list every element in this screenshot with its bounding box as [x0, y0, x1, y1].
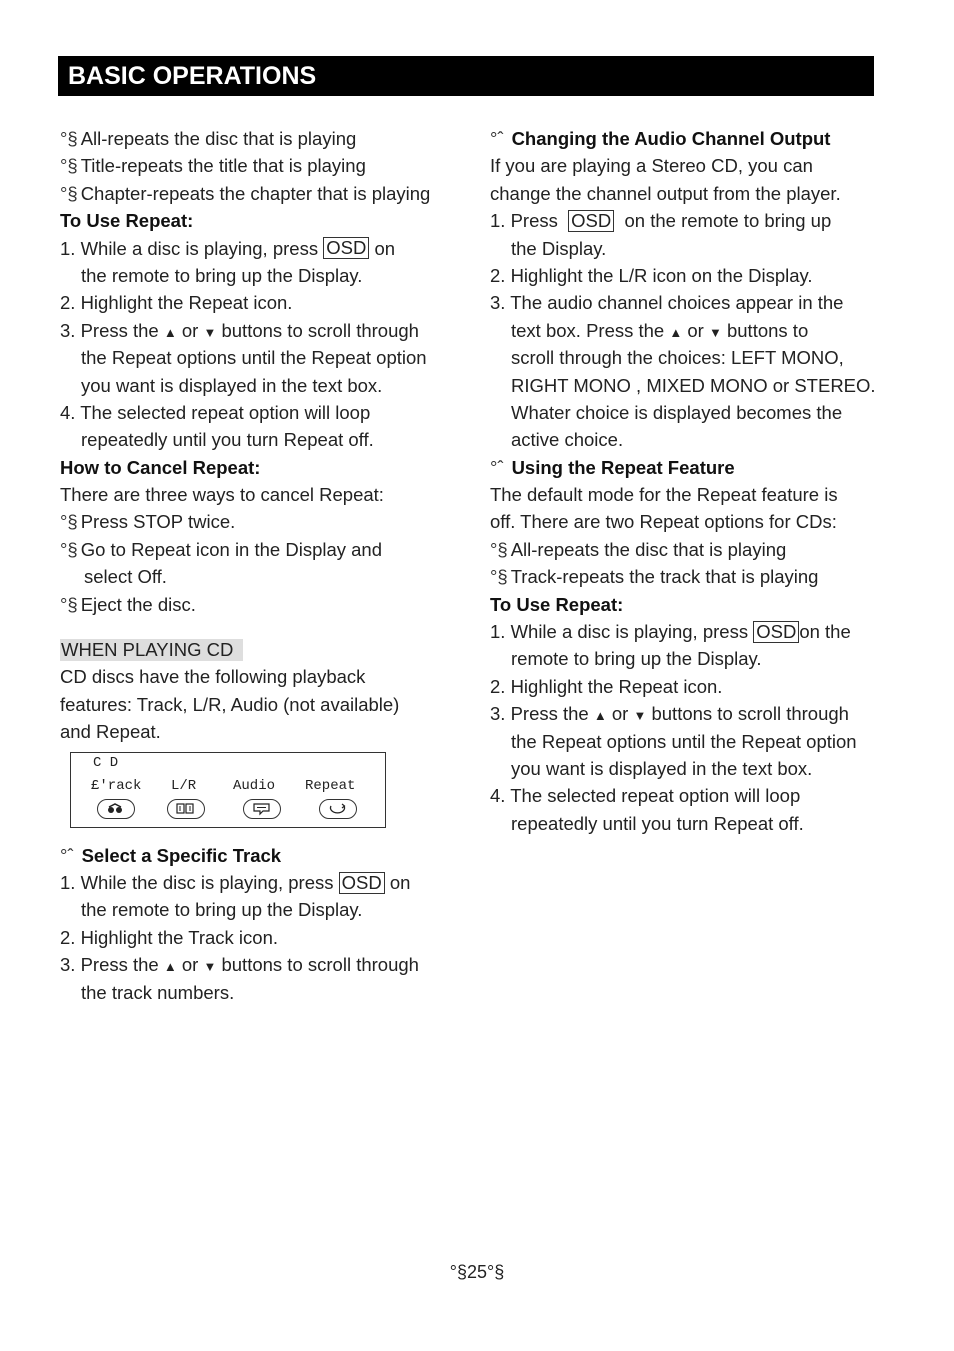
track-icon [97, 799, 135, 819]
paragraph: off. There are two Repeat options for CDs: [490, 511, 837, 533]
bullet-glyph: °ˆ [60, 844, 74, 866]
list-item: °§ Track-repeats the track that is playing [490, 566, 819, 588]
step-1-cont: remote to bring up the Display. [511, 648, 762, 670]
paragraph: If you are playing a Stereo CD, you can [490, 155, 813, 177]
osd-key-label: OSD [568, 210, 614, 232]
subheading-audio-channel: °ˆ Changing the Audio Channel Output [490, 128, 831, 149]
cd-osd-display [70, 752, 386, 828]
repeat-icon [319, 799, 357, 819]
bullet-glyph: °§ [490, 538, 508, 560]
bullet-glyph: °§ [60, 511, 78, 533]
osd-title: C D [93, 754, 119, 771]
subheading-cancel-repeat: How to Cancel Repeat: [60, 456, 261, 478]
up-arrow-icon: ▲ [593, 708, 607, 724]
step-3-cont: active choice. [511, 429, 624, 451]
list-item: °§ Go to Repeat icon in the Display and [60, 538, 383, 560]
left-column [60, 125, 460, 1006]
up-arrow-icon: ▲ [163, 324, 177, 340]
osd-label-repeat: Repeat [305, 777, 356, 794]
step-1-cont: the remote to bring up the Display. [81, 264, 363, 286]
paragraph: CD discs have the following playback [60, 666, 366, 688]
step-1: 1. While a disc is playing, press OSD on [60, 237, 396, 259]
bullet-glyph: °§ [60, 128, 78, 149]
bullet-glyph: °ˆ [490, 128, 504, 149]
step-3-cont: scroll through the choices: LEFT MONO, [511, 347, 844, 369]
down-arrow-icon: ▼ [708, 324, 722, 340]
step-3: 3. Press the ▲ or ▼ buttons to scroll through [60, 319, 419, 341]
step-3-cont: you want is displayed in the text box. [81, 374, 383, 396]
step-2: 2. Highlight the Repeat icon. [60, 292, 293, 314]
bullet-glyph: °§ [60, 155, 78, 177]
page-number: °§25°§ [449, 1262, 505, 1282]
list-item: °§ Press STOP twice. [60, 511, 236, 533]
step-1-cont: the remote to bring up the Display. [81, 899, 363, 921]
step-3: 3. The audio channel choices appear in the [490, 292, 844, 314]
step-2: 2. Highlight the L/R icon on the Display. [490, 264, 813, 286]
up-arrow-icon: ▲ [669, 324, 683, 340]
list-item: °§ Chapter-repeats the chapter that is playing [60, 182, 431, 204]
step-3-cont: RIGHT MONO , MIXED MONO or STEREO. [511, 374, 876, 396]
subheading-select-track: °ˆ Select a Specific Track [60, 844, 282, 866]
osd-label-track: £'rack [91, 777, 142, 794]
step-1: 1. While a disc is playing, press OSD on the [490, 620, 851, 643]
step-3-cont: the track numbers. [81, 981, 235, 1003]
step-3-cont: the Repeat options until the Repeat option [81, 347, 427, 369]
bullet-glyph: °§ [490, 566, 508, 588]
subheading-use-repeat-cd: To Use Repeat: [490, 593, 624, 615]
step-3: 3. Press the ▲ or ▼ buttons to scroll through [490, 703, 849, 725]
subheading-repeat-feature: °ˆ Using the Repeat Feature [490, 456, 735, 478]
list-item: °§ All-repeats the disc that is playing [60, 128, 357, 149]
step-4: 4. The selected repeat option will loop [490, 785, 801, 807]
step-3-cont: the Repeat options until the Repeat option [511, 730, 857, 752]
step-3: 3. Press the ▲ or ▼ buttons to scroll through [60, 954, 419, 976]
step-1: 1. Press OSD on the remote to bring up [490, 209, 832, 232]
step-4-cont: repeatedly until you turn Repeat off. [81, 429, 374, 451]
osd-label-lr: L/R [171, 777, 197, 794]
step-3-cont: text box. Press the ▲ or ▼ buttons to [511, 319, 809, 341]
audio-icon [243, 799, 281, 819]
step-3-cont: you want is displayed in the text box. [511, 757, 813, 779]
section-title: BASIC OPERATIONS [58, 56, 874, 96]
paragraph: There are three ways to cancel Repeat: [60, 484, 384, 506]
lr-channel-icon [167, 799, 205, 819]
right-column [490, 125, 890, 837]
up-arrow-icon: ▲ [163, 959, 177, 975]
step-1: 1. While the disc is playing, press OSD on [60, 871, 411, 893]
down-arrow-icon: ▼ [633, 708, 647, 724]
step-1-cont: the Display. [511, 237, 607, 259]
paragraph: and Repeat. [60, 721, 161, 743]
down-arrow-icon: ▼ [203, 324, 217, 340]
osd-label-audio: Audio [233, 777, 276, 794]
down-arrow-icon: ▼ [203, 959, 217, 975]
bullet-glyph: °ˆ [490, 456, 504, 478]
paragraph: The default mode for the Repeat feature is [490, 484, 838, 506]
step-2: 2. Highlight the Track icon. [60, 926, 278, 948]
step-4: 4. The selected repeat option will loop [60, 401, 371, 423]
list-item-cont: select Off. [84, 566, 167, 588]
subheading-use-repeat: To Use Repeat: [60, 210, 194, 232]
osd-key-label: OSD [753, 621, 799, 643]
bullet-glyph: °§ [60, 182, 78, 204]
step-3-cont: Whater choice is displayed becomes the [511, 401, 843, 423]
step-4-cont: repeatedly until you turn Repeat off. [511, 812, 804, 834]
cd-section-label: WHEN PLAYING CD [60, 639, 243, 661]
bullet-glyph: °§ [60, 593, 78, 615]
paragraph: change the channel output from the player. [490, 182, 841, 204]
bullet-glyph: °§ [60, 538, 78, 560]
osd-key-label: OSD [339, 872, 385, 894]
list-item: °§ Title-repeats the title that is playing [60, 155, 366, 177]
cd-section-label-row [60, 636, 460, 663]
paragraph: features: Track, L/R, Audio (not available) [60, 693, 400, 715]
list-item: °§ Eject the disc. [60, 593, 196, 615]
list-item: °§ All-repeats the disc that is playing [490, 538, 787, 560]
step-2: 2. Highlight the Repeat icon. [490, 675, 723, 697]
osd-key-label: OSD [323, 237, 369, 259]
